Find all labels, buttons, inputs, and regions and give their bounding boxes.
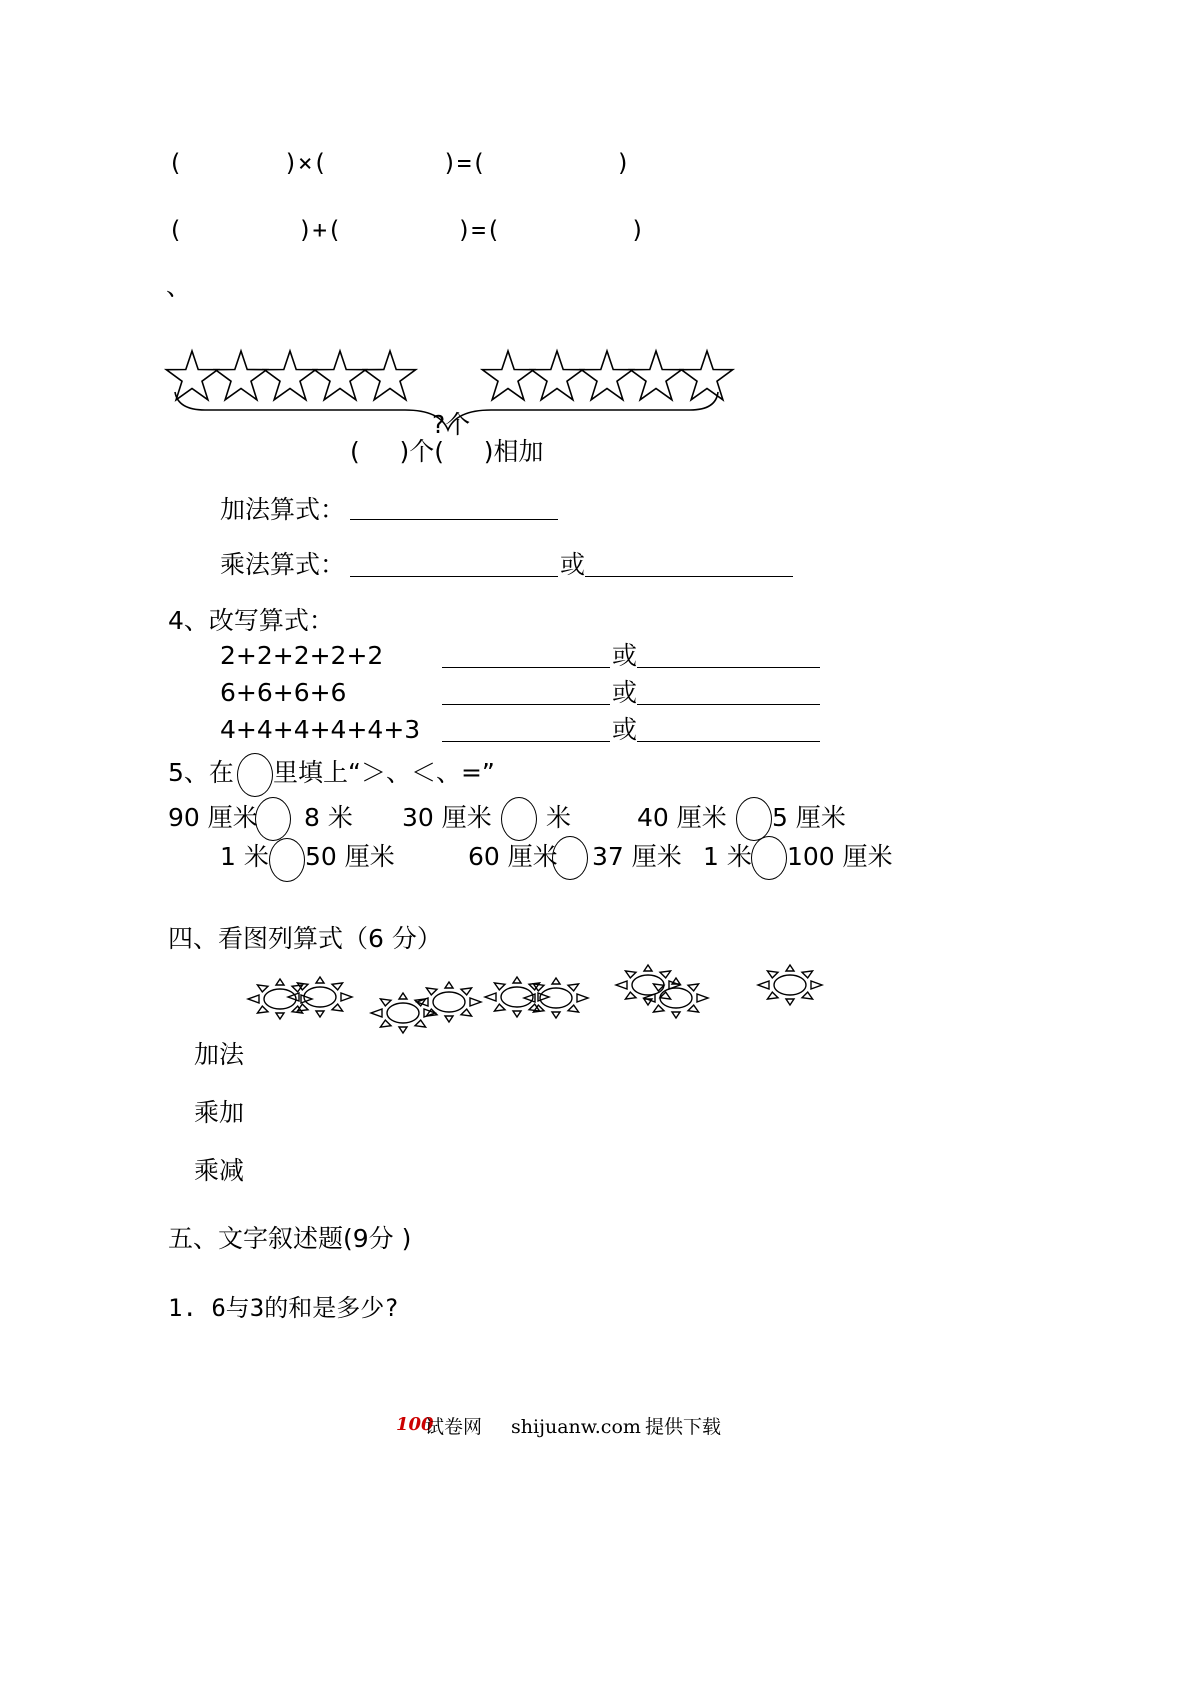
compare-right: 37 厘米 (592, 842, 682, 871)
q4-expression-1: 2+2+2+2+2 (220, 641, 384, 670)
q5-title-prefix: 5、在 (168, 758, 234, 787)
sun-icon (758, 965, 822, 1005)
q5-title-suffix: 里填上“＞、＜、=” (273, 758, 495, 787)
compare-left: 1 米 (220, 842, 269, 871)
compare-right: 50 厘米 (305, 842, 395, 871)
compare-right: 8 米 (304, 803, 353, 832)
groups-blank-text: ( )个( )相加 (350, 437, 544, 466)
q4-answer-line[interactable] (442, 667, 610, 668)
star-icon (482, 351, 533, 400)
star-icon (264, 351, 315, 400)
q4-answer-line[interactable] (637, 704, 820, 705)
star-icon (364, 351, 415, 400)
or-label: 或 (612, 715, 638, 744)
compare-circle[interactable] (255, 797, 291, 841)
or-label: 或 (612, 641, 638, 670)
footer-site-name: 试卷网 (425, 1416, 483, 1438)
sun-icon (644, 978, 708, 1018)
multiplication-answer-line-1[interactable] (350, 576, 558, 577)
star-icon (630, 351, 681, 400)
sun-icon (417, 982, 481, 1022)
section5-question-1: 1. 6与3的和是多少? (168, 1294, 399, 1322)
or-label: 或 (560, 550, 586, 579)
compare-circle[interactable] (269, 838, 305, 882)
sun-icon (248, 979, 312, 1019)
addition-formula-label: 加法算式： (220, 495, 346, 524)
footer-logo: 100 (396, 1414, 434, 1435)
addition-blank-equation: ( )+( )=( ) (168, 216, 645, 244)
multiplication-blank-equation: ( )×( )=( ) (168, 149, 631, 177)
compare-circle-example (237, 753, 273, 797)
compare-right: 米 (546, 803, 572, 832)
q4-answer-line[interactable] (637, 741, 820, 742)
compare-circle[interactable] (736, 797, 772, 841)
q4-answer-line[interactable] (442, 704, 610, 705)
star-icon (166, 351, 217, 400)
addition-answer-line[interactable] (350, 519, 558, 520)
compare-right: 100 厘米 (787, 842, 893, 871)
section4-item-multiply-subtract: 乘减 (194, 1156, 245, 1185)
star-icon (314, 351, 365, 400)
or-label: 或 (612, 678, 638, 707)
section4-item-addition: 加法 (194, 1040, 245, 1069)
star-icon (681, 351, 732, 400)
compare-left: 90 厘米 (168, 803, 258, 832)
compare-left: 1 米 (703, 842, 752, 871)
compare-left: 60 厘米 (468, 842, 558, 871)
multiplication-answer-line-2[interactable] (585, 576, 793, 577)
q4-answer-line[interactable] (442, 741, 610, 742)
star-icon (581, 351, 632, 400)
footer-url: shijuanw.com (511, 1416, 641, 1438)
star-icon (531, 351, 582, 400)
sun-icon-group (248, 965, 822, 1033)
section5-title: 五、文字叙述题(9分 ) (168, 1224, 412, 1253)
total-question-label: ?个 (432, 410, 471, 439)
section4-item-multiply-add: 乘加 (194, 1098, 245, 1127)
sun-icon (288, 977, 352, 1017)
q4-expression-3: 4+4+4+4+4+3 (220, 715, 421, 744)
section4-title: 四、看图列算式（6 分） (168, 924, 442, 953)
star-icon (215, 351, 266, 400)
compare-circle[interactable] (751, 836, 787, 880)
compare-circle[interactable] (552, 836, 588, 880)
q4-answer-line[interactable] (637, 667, 820, 668)
q4-expression-2: 6+6+6+6 (220, 678, 347, 707)
q4-title: 4、改写算式： (168, 606, 334, 635)
enumeration-comma: 、 (166, 272, 192, 301)
compare-circle[interactable] (501, 797, 537, 841)
compare-left: 40 厘米 (637, 803, 727, 832)
multiplication-formula-label: 乘法算式： (220, 550, 346, 579)
footer-tagline: 提供下载 (645, 1416, 722, 1438)
star-icon-group (166, 351, 732, 400)
compare-right: 5 厘米 (772, 803, 846, 832)
compare-left: 30 厘米 (402, 803, 492, 832)
